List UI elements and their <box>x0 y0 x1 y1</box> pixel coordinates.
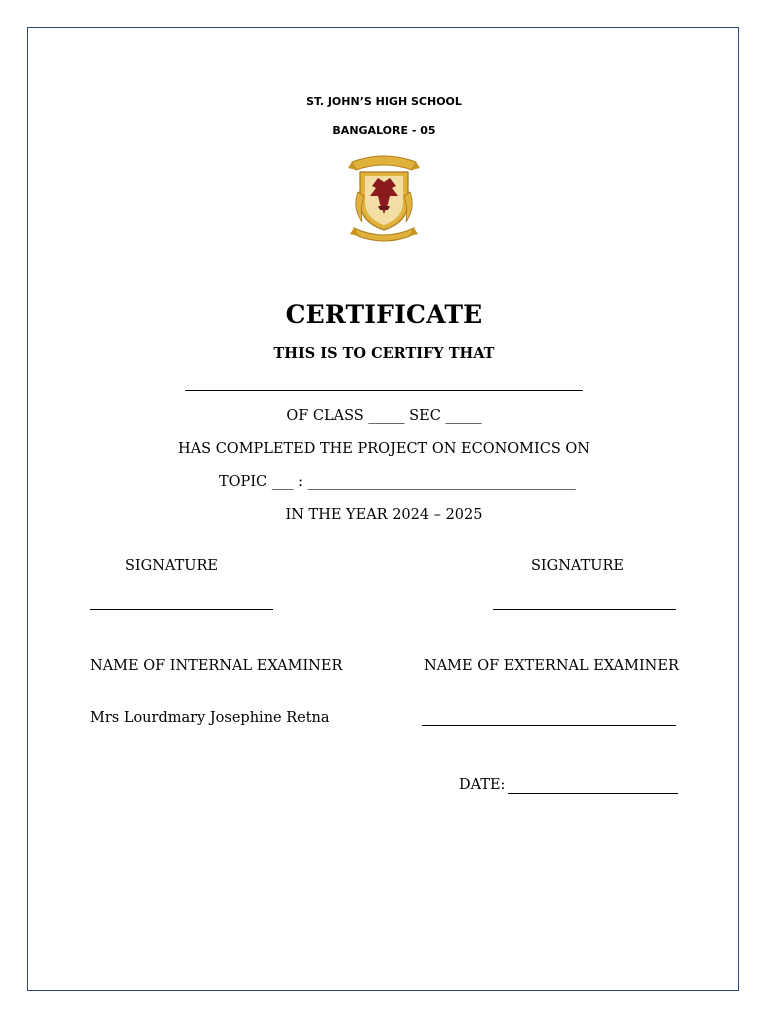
date-line <box>508 793 678 794</box>
student-name-line <box>185 390 583 391</box>
topic-line: TOPIC ___ : _____________________________________ <box>219 474 576 490</box>
internal-examiner-name: Mrs Lourdmary Josephine Retna <box>90 710 330 726</box>
school-city: BANGALORE - 05 <box>332 124 436 137</box>
signature-line-right <box>493 609 676 610</box>
project-line: HAS COMPLETED THE PROJECT ON ECONOMICS ON <box>178 441 590 457</box>
signature-line-left <box>90 609 273 610</box>
school-name: ST. JOHN’S HIGH SCHOOL <box>306 95 462 108</box>
school-crest-icon <box>348 152 420 242</box>
internal-examiner-label: NAME OF INTERNAL EXAMINER <box>90 658 343 674</box>
certificate-title: CERTIFICATE <box>285 300 483 329</box>
year-line: IN THE YEAR 2024 – 2025 <box>285 507 483 523</box>
class-section-line: OF CLASS _____ SEC _____ <box>286 408 482 424</box>
certificate-subtitle: THIS IS TO CERTIFY THAT <box>273 345 495 362</box>
date-label: DATE: <box>459 777 506 793</box>
signature-label-right: SIGNATURE <box>531 558 625 574</box>
signature-label-left: SIGNATURE <box>125 558 219 574</box>
external-examiner-name-line <box>422 725 676 726</box>
external-examiner-label: NAME OF EXTERNAL EXAMINER <box>424 658 679 674</box>
